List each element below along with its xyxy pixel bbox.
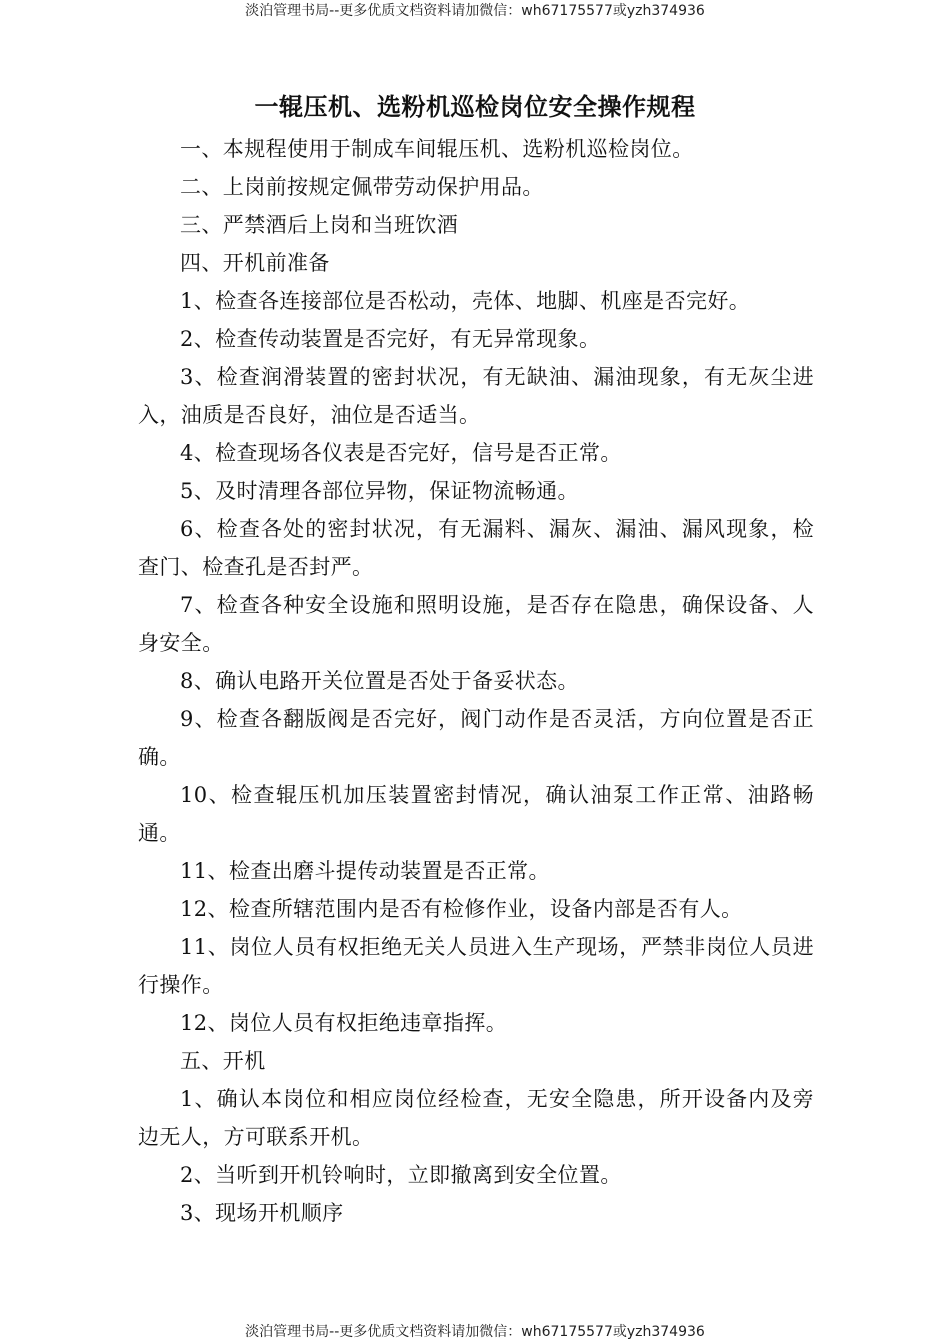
document-body: [138, 130, 814, 1232]
paragraph-1: 一、本规程使用于制成车间辊压机、选粉机巡检岗位。: [180, 137, 694, 161]
paragraph-4: 四、开机前准备: [180, 251, 330, 275]
paragraph-16: 12、检查所辖范围内是否有检修作业，设备内部是否有人。: [180, 897, 743, 921]
paragraph-7: 3、检查润滑装置的密封状况，有无缺油、漏油现象，有无灰尘进入，油质是否良好，油位是否适当。: [138, 365, 814, 427]
paragraph-17: 11、岗位人员有权拒绝无关人员进入生产现场，严禁非岗位人员进行操作。: [138, 935, 814, 997]
running-header: 淡泊管理书局--更多优质文档资料请加微信：wh67175577或yzh374936: [245, 3, 705, 19]
paragraph-12: 8、确认电路开关位置是否处于备妥状态。: [180, 669, 579, 693]
paragraph-6: 2、检查传动装置是否完好，有无异常现象。: [180, 327, 601, 351]
paragraph-13: 9、检查各翻版阀是否完好，阀门动作是否灵活，方向位置是否正确。: [138, 707, 814, 769]
paragraph-14: 10、检查辊压机加压装置密封情况，确认油泵工作正常、油路畅通。: [138, 783, 814, 845]
paragraph-18: 12、岗位人员有权拒绝违章指挥。: [180, 1011, 508, 1035]
paragraph-3: 三、严禁酒后上岗和当班饮酒: [180, 213, 459, 237]
paragraph-11: 7、检查各种安全设施和照明设施，是否存在隐患，确保设备、人身安全。: [138, 593, 814, 655]
paragraph-8: 4、检查现场各仪表是否完好，信号是否正常。: [180, 441, 622, 465]
running-footer: 淡泊管理书局--更多优质文档资料请加微信：wh67175577或yzh374936: [245, 1324, 705, 1340]
paragraph-21: 2、当听到开机铃响时，立即撤离到安全位置。: [180, 1163, 622, 1187]
paragraph-2: 二、上岗前按规定佩带劳动保护用品。: [180, 175, 544, 199]
paragraph-20: 1、确认本岗位和相应岗位经检查，无安全隐患，所开设备内及旁边无人，方可联系开机。: [138, 1087, 814, 1149]
paragraph-5: 1、检查各连接部位是否松动，壳体、地脚、机座是否完好。: [180, 289, 751, 313]
document-title: 一辊压机、选粉机巡检岗位安全操作规程: [254, 92, 696, 121]
paragraph-9: 5、及时清理各部位异物，保证物流畅通。: [180, 479, 579, 503]
paragraph-10: 6、检查各处的密封状况，有无漏料、漏灰、漏油、漏风现象，检查门、检查孔是否封严。: [138, 517, 814, 579]
paragraph-19: 五、开机: [180, 1049, 266, 1073]
paragraph-15: 11、检查出磨斗提传动装置是否正常。: [180, 859, 550, 883]
paragraph-22: 3、现场开机顺序: [180, 1201, 344, 1225]
